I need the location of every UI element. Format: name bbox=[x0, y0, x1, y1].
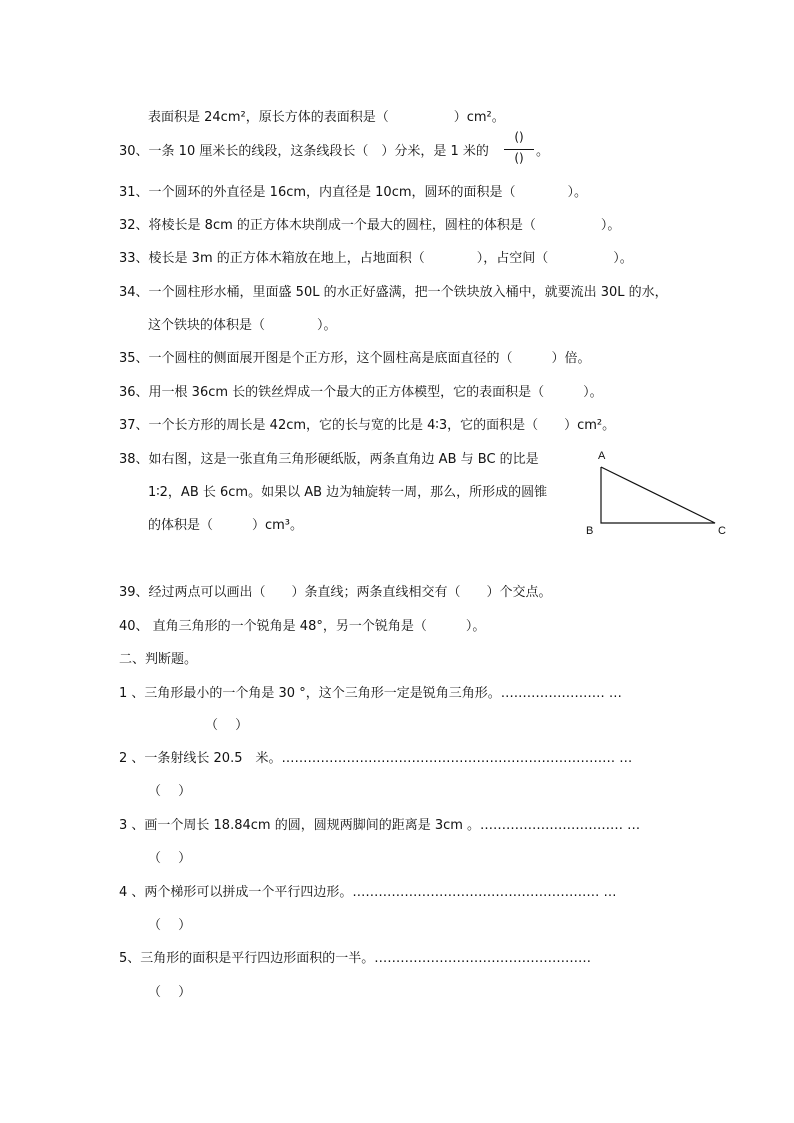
q34-continuation: 这个铁块的体积是（ ）。 bbox=[148, 318, 337, 333]
judge-4-text: 4 、两个梯形可以拼成一个平行四边形。………………………………………………… … bbox=[119, 885, 617, 900]
judge-2-text: 2 、一条射线长 20.5 米。…………………………………………………‥……………… … bbox=[119, 751, 633, 766]
q39-text: 39、经过两点可以画出（ ）条直线；两条直线相交有（ ）个交点。 bbox=[119, 585, 552, 600]
judge-5-text: 5、三角形的面积是平行四边形面积的一半。…………………………‥……………… bbox=[119, 951, 591, 966]
section-2-heading: 二、判断题。 bbox=[119, 652, 198, 667]
q30-fraction-numerator: () bbox=[514, 130, 524, 144]
judge-3-text: 3 、画一个周长 18.84cm 的圆，圆规两脚间的距离是 3cm 。…………………………… … bbox=[119, 818, 641, 833]
vertex-label-c: C bbox=[718, 525, 726, 537]
q38-continuation-1: 1∶2，AB 长 6cm。如果以 AB 边为轴旋转一周，那么，所形成的圆锥 bbox=[148, 485, 548, 500]
judge-3-answer: （ ） bbox=[148, 851, 192, 866]
q38-continuation-2: 的体积是（ ）cm³。 bbox=[148, 518, 304, 533]
q36-text: 36、用一根 36cm 长的铁丝焊成一个最大的正方体模型，它的表面积是（ ）。 bbox=[119, 385, 603, 400]
q30-end: 。 bbox=[536, 144, 550, 159]
q37-text: 37、一个长方形的周长是 42cm，它的长与宽的比是 4∶3，它的面积是（ ）cm²。 bbox=[119, 418, 616, 433]
judge-1-text: 1 、三角形最小的一个角是 30 °，这个三角形一定是锐角三角形。…………………… … bbox=[119, 686, 622, 701]
vertex-label-a: A bbox=[598, 450, 606, 462]
right-triangle-figure bbox=[595, 465, 735, 545]
q38-text: 38、如右图，这是一张直角三角形硬纸版，两条直角边 AB 与 BC 的比是 bbox=[119, 452, 539, 467]
q31-text: 31、一个圆环的外直径是 16cm，内直径是 10cm，圆环的面积是（ ）。 bbox=[119, 185, 588, 200]
q29-continuation: 表面积是 24cm²，原长方体的表面积是（ ）cm²。 bbox=[148, 110, 505, 125]
judge-4-answer: （ ） bbox=[148, 918, 192, 933]
vertex-label-b: B bbox=[586, 525, 594, 537]
q34-text: 34、一个圆柱形水桶，里面盛 50L 的水正好盛满，把一个铁块放入桶中，就要流出 30L 的水， bbox=[119, 285, 668, 300]
q30-fraction-denominator: () bbox=[514, 151, 524, 165]
q32-text: 32、将棱长是 8cm 的正方体木块削成一个最大的圆柱，圆柱的体积是（ ）。 bbox=[119, 218, 621, 233]
judge-1-answer: （ ） bbox=[205, 718, 249, 733]
judge-5-answer: （ ） bbox=[148, 985, 192, 1000]
judge-2-answer: （ ） bbox=[148, 784, 192, 799]
q35-text: 35、一个圆柱的侧面展开图是个正方形，这个圆柱高是底面直径的（ ）倍。 bbox=[119, 351, 591, 366]
q40-text: 40、 直角三角形的一个锐角是 48°，另一个锐角是（ ）。 bbox=[119, 619, 486, 634]
q33-text: 33、棱长是 3m 的正方体木箱放在地上，占地面积（ ），占空间（ ）。 bbox=[119, 251, 633, 266]
q30-fraction-bar bbox=[504, 149, 534, 150]
q30-text: 30、一条 10 厘米长的线段，这条线段长（ ）分米，是 1 米的 bbox=[119, 144, 489, 159]
